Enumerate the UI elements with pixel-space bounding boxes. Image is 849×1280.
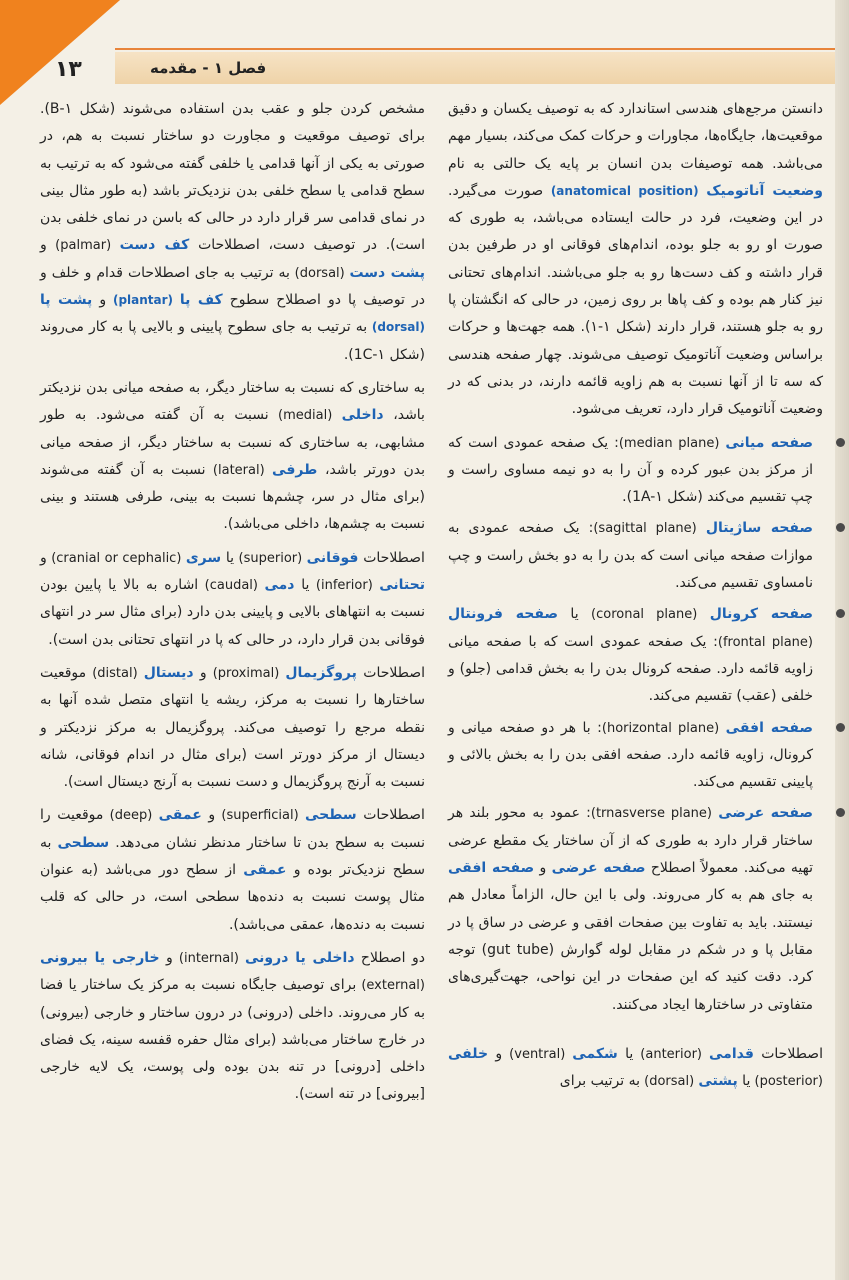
- text: دانستن مرجع‌های هندسی استاندارد که به توصیف یکسان و دقیق موقعیت‌ها، جایگاه‌ها، مجاورات و حرکات کمک می‌کند، بسیار مهم می‌باشد. همه توصیفات بدن انسان بر پایه یک حالتی به نام: [448, 101, 823, 172]
- term: سری: [185, 549, 222, 566]
- text: یا: [294, 577, 310, 594]
- text: یا: [558, 606, 592, 623]
- term-en: (distal): [86, 665, 144, 681]
- term-en: (medial): [268, 408, 342, 424]
- text: اصطلاحات: [356, 807, 425, 824]
- term: صفحه فرونتال: [448, 606, 558, 623]
- text: : با هر دو صفحه میانی و کرونال، زاویه قائمه دارد. صفحه افقی بدن را به بخش بالائی و پایینی تقسیم می‌کند.: [448, 719, 813, 791]
- text: اصطلاحات: [358, 549, 425, 566]
- term-en: (proximal): [206, 665, 286, 681]
- term: پشت پا: [40, 292, 93, 309]
- text: و: [488, 1045, 503, 1062]
- text: : یک صفحه عمودی به موازات صفحه میانی است که بدن را به دو بخش راست و چپ نامساوی تقسیم می‌کند.: [448, 520, 813, 592]
- term: فوقانی: [306, 549, 359, 566]
- term-en: (dorsal): [367, 320, 425, 335]
- term: شکمی: [572, 1045, 618, 1062]
- header-rule: [115, 48, 849, 50]
- term: صفحه افقی: [725, 719, 813, 736]
- bullet-icon: [836, 438, 845, 447]
- text: اصطلاحات: [356, 664, 425, 681]
- term: صفحه ساژیتال: [705, 520, 814, 537]
- term-en: (superficial): [215, 808, 305, 824]
- plane-list: [448, 430, 823, 1019]
- paragraph: [40, 945, 425, 1109]
- term-en: (frontal plane): [717, 634, 813, 650]
- term-en: (plantar): [106, 293, 180, 308]
- term: صفحه عرضی: [551, 860, 646, 877]
- term-en: (anatomical position): [550, 183, 699, 198]
- text: و: [201, 807, 216, 824]
- term: پشت دست: [349, 264, 425, 281]
- text: و: [534, 860, 552, 877]
- text: اشاره به بالا یا پایین بودن نسبت به انتهاهای بالایی و پایینی بدن دارد (برای مثال سر در انتهای فوقانی بدن قرار دارد، در حالی که پا در انتهای تحتانی بدن است).: [40, 577, 425, 648]
- text: و: [92, 292, 107, 309]
- paragraph: [40, 545, 425, 654]
- text: صورت می‌گیرد. در این وضعیت، فرد در حالت ایستاده می‌باشد، به طوری که صورت او رو به جلو بوده، اندام‌های فوقانی او در طرفین بدن قرار داشته و کف دست‌ها رو به جلو می‌باشند. اندام‌های تحتانی نیز کنار هم بوده و کف پاها بر روی زمین، در حالی که انگشتان پا رو به جلو هستند، قرار دارند (شکل ۱-۱). همه جهت‌ها و حرکات براساس وضعیت آناتومیک توصیف می‌شوند. چهار صفحه هندسی که سه تا از آنها نسبت به هم زاویه قائمه دارند، در بدنی که در وضعیت آناتومیک قرار دارد، تعریف می‌شود.: [448, 182, 823, 418]
- term-en: (palmar): [46, 238, 120, 254]
- text: دو اصطلاح: [354, 949, 425, 966]
- term: داخلی: [341, 407, 384, 424]
- term-en: (lateral): [205, 462, 273, 478]
- page-number: ۱۳: [55, 57, 82, 82]
- text: به سطح نزدیک‌تر بوده و: [40, 834, 425, 879]
- text: از سطح دور می‌باشد (به عنوان مثال پوست نسبت به دنده‌ها سطحی است، در حالی که قلب نسبت به دنده‌ها، عمقی می‌باشد).: [40, 862, 425, 933]
- paragraph: [40, 802, 425, 938]
- text: و: [159, 949, 173, 966]
- term: تحتانی: [379, 577, 425, 594]
- text: : عمود به محور بلند هر ساختار قرار دارد به طوری که از آن ساختار یک مقطع عرضی تهیه می‌کند. معمولاً اصطلاح: [448, 805, 814, 877]
- left-column: [40, 96, 425, 1115]
- text: به ترتیب به جای سطوح پایینی و بالایی پا به کار می‌روند (شکل 1C-۱).: [40, 319, 425, 363]
- term-en: (coronal plane): [591, 607, 698, 623]
- term: وضعیت آناتومیک: [706, 182, 824, 199]
- term: پشتی: [698, 1073, 738, 1090]
- term-en: (caudal): [198, 578, 265, 594]
- text: مشخص کردن جلو و عقب بدن استفاده می‌شوند (شکل B-۱). برای توصیف موقعیت و مجاورت دو ساختار نسبت به هم، در صورتی به یکی از آنها قدامی یا خلفی گفته می‌شود که به ترتیب به سطح قدامی یا سطح خلفی بدن نزدیک‌تر باشد (به طور مثال بینی در نمای قدامی سر قرار دارد در حالی که باسن در نمای خلفی بدن است). در توصیف دست، اصطلاحات: [40, 101, 425, 254]
- term: کف پا: [179, 292, 223, 309]
- term: قدامی: [709, 1045, 754, 1062]
- term-en: (deep): [103, 808, 159, 824]
- closing-paragraph: [448, 1041, 823, 1096]
- term-en: (dorsal): [289, 265, 350, 281]
- term-en: (median plane): [618, 435, 720, 451]
- term: طرفی: [272, 461, 318, 478]
- term-en: (cranial or cephalic): [46, 550, 186, 566]
- page-edge: [835, 0, 849, 1280]
- text: موقعیت ساختارها را نسبت به مرکز، ریشه یا انتهای متصل شده آنها به نقطه مرجع را توصیف می‌کند. پروگزیمال به مرکز نزدیکتر و دیستال از مرکز دورتر است (برای مثال در اندام فوقانی، شانه نسبت به آرنج پروگزیمال و دست نسبت به آرنج دیستال است).: [40, 664, 425, 791]
- term: پروگزیمال: [285, 664, 357, 681]
- paragraph: [40, 375, 425, 539]
- term-en: (anterior): [633, 1046, 710, 1062]
- bullet-icon: [836, 723, 845, 732]
- text: : یک صفحه عمودی است که از مرکز بدن عبور کرده و آن را به دو نیمه مساوی راست و چپ تقسیم می‌کند (شکل 1A-۱).: [448, 434, 813, 506]
- text: موقعیت را نسبت به سطح بدن تا ساختار مدنظر نشان می‌دهد.: [40, 807, 426, 851]
- list-item: [448, 515, 823, 597]
- term: دیستال: [143, 664, 194, 681]
- term-en: (sagittal plane): [593, 521, 697, 537]
- text: یا: [221, 549, 235, 566]
- text: نسبت به آن گفته می‌شوند (برای مثال در سر، چشم‌ها نسبت به بینی، طرفی هستند و بینی نسبت به چشم‌ها، داخلی می‌باشد).: [40, 461, 425, 533]
- term: دمی: [264, 577, 295, 594]
- term: سطحی: [57, 834, 110, 851]
- term-en: (external): [356, 978, 425, 994]
- term-en: (inferior): [309, 578, 380, 594]
- term-en: (internal): [172, 950, 246, 966]
- text: به ترتیب برای: [559, 1073, 640, 1090]
- text: و: [193, 664, 207, 681]
- corner-tab: [0, 0, 120, 105]
- term-en: (horizontal plane): [601, 720, 720, 736]
- term-en: (dorsal): [640, 1074, 699, 1090]
- list-item: [448, 800, 823, 1018]
- text: به جای هم به کار می‌روند. ولی با این حال، الزاماً معادل هم نیستند. باید به تفاوت بین صفحات افقی و عرضی در ساق پا در مقابل پا و در شکم در مقابل لوله گوارش (gut tube) توجه کرد. دقت کنید که این صفحات در این نواحی، جهت‌گیری‌های متفاوتی در ساختارها ایجاد می‌کنند.: [448, 887, 814, 1013]
- term: کف دست: [119, 237, 190, 254]
- term: صفحه افقی: [448, 860, 535, 877]
- right-column: [448, 96, 823, 1101]
- text: و: [40, 549, 47, 566]
- term: صفحه میانی: [725, 434, 813, 451]
- list-item: [448, 601, 823, 710]
- term-en: (ventral): [502, 1046, 573, 1062]
- intro-paragraph: [448, 96, 823, 424]
- paragraph: [40, 96, 425, 369]
- text: به ساختاری که نسبت به ساختار دیگر، به صفحه میانی بدن نزدیکتر باشد،: [40, 379, 425, 424]
- term: خلفی: [448, 1045, 489, 1062]
- text: به ترتیب به جای اصطلاحات قدام و خلف و در توصیف پا دو اصطلاح سطوح: [40, 264, 426, 309]
- term-en: (superior): [234, 550, 307, 566]
- term: سطحی: [304, 807, 357, 824]
- text: نسبت به آن گفته می‌شود. به طور مشابهی، به ساختاری که نسبت به ساختار دیگر، از صفحه میانی بدن دورتر باشد،: [40, 407, 425, 478]
- list-item: [448, 715, 823, 797]
- term-en: (posterior): [750, 1074, 823, 1090]
- term: عمقی: [243, 862, 287, 879]
- text: یا: [617, 1045, 634, 1062]
- term-en: (trnasverse plane): [590, 806, 712, 822]
- text: : یک صفحه عمودی است که با صفحه میانی زاویه قائمه دارد. صفحه کرونال بدن را به بخش قدامی (جلو) و خلفی (عقب) تقسیم می‌کند.: [448, 633, 813, 705]
- text: برای توصیف جایگاه نسبت به مرکز یک ساختار یا فضا به کار می‌روند. داخلی (درونی) در درون ساختار و خارجی (بیرونی) در خارج ساختار می‌باشد (برای مثال حفره قفسه سینه، یک فضای داخلی [درونی] در تنه بدن بوده ولی پوست، یک لایه خارجی [بیرونی] در تنه است).: [40, 977, 425, 1103]
- list-item: [448, 430, 823, 512]
- text: و: [40, 237, 47, 254]
- term: عمقی: [158, 807, 202, 824]
- paragraph: [40, 660, 425, 796]
- text: یا: [737, 1073, 751, 1090]
- chapter-title: فصل ۱ - مقدمه: [150, 59, 267, 77]
- term: داخلی یا درونی: [245, 949, 355, 966]
- term: خارجی یا بیرونی: [40, 949, 160, 966]
- text: اصطلاحات: [753, 1045, 823, 1062]
- term: صفحه عرضی: [718, 805, 813, 822]
- spacer: [448, 1023, 823, 1041]
- term: صفحه کرونال: [709, 606, 814, 623]
